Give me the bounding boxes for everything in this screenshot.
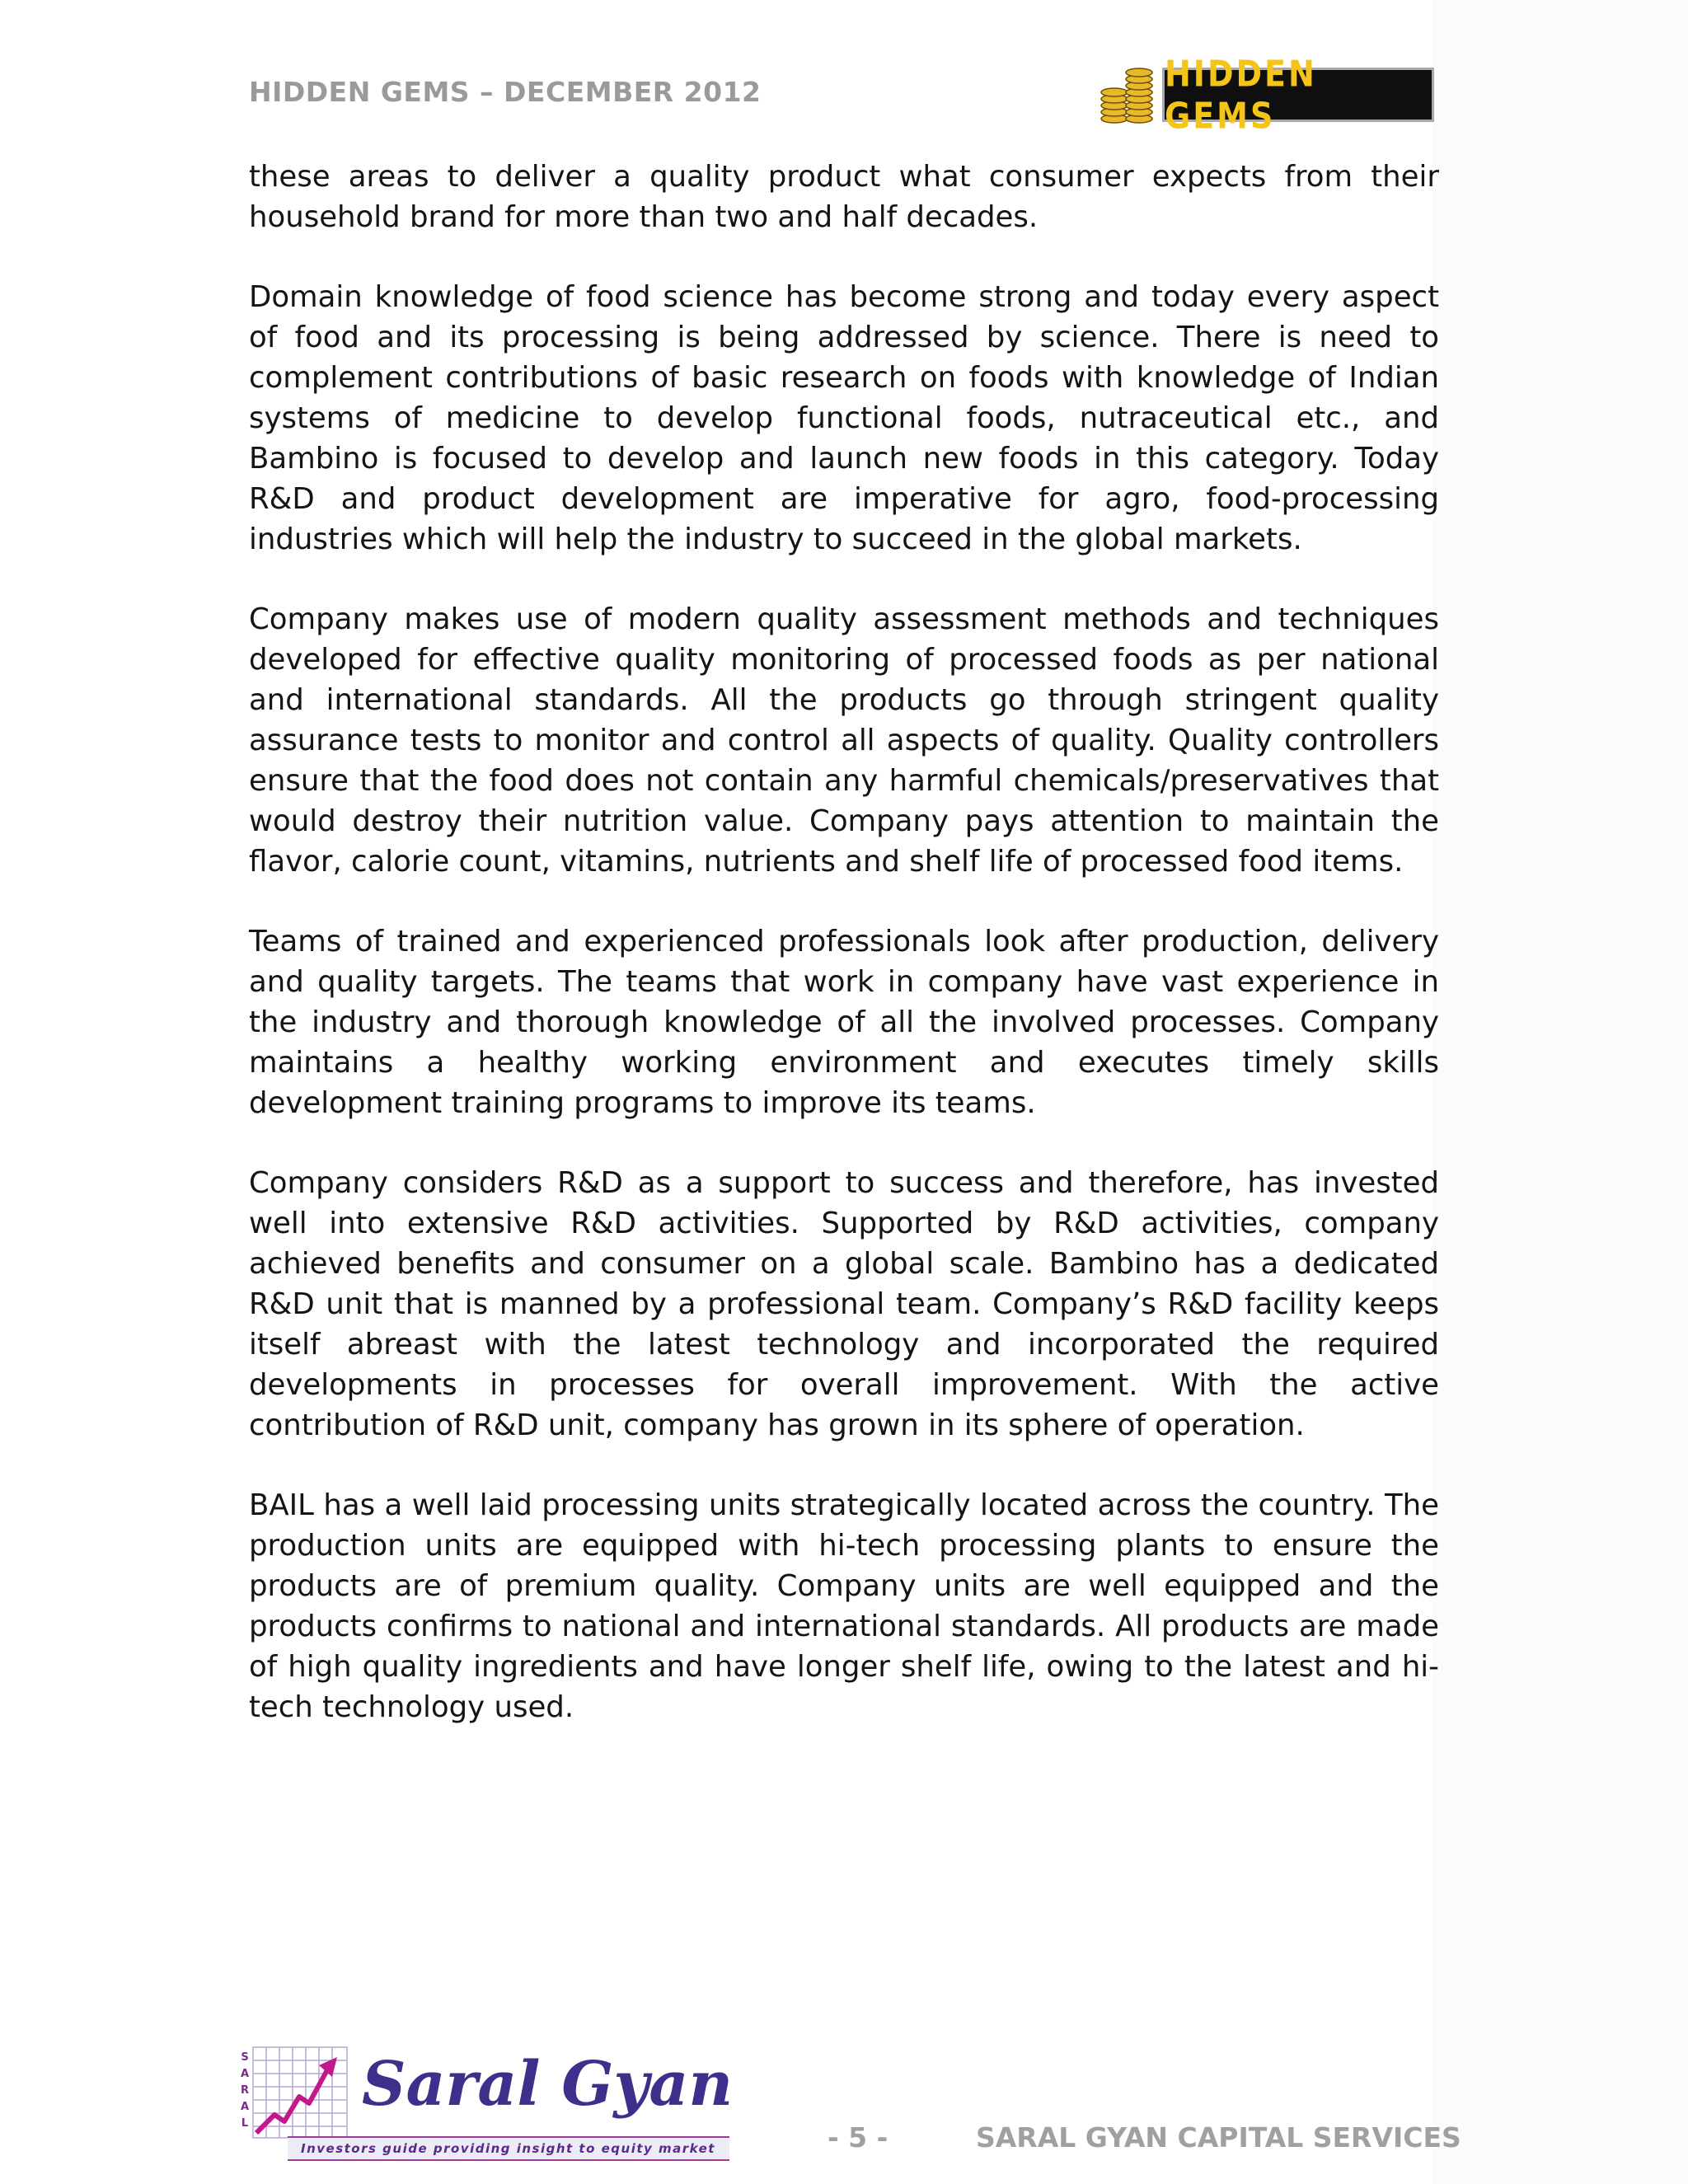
- article-body: [249, 157, 1439, 1767]
- svg-text:A: A: [240, 2068, 250, 2080]
- saral-gyan-tagline: Investors guide providing insight to equity market: [288, 2136, 729, 2161]
- paragraph: Domain knowledge of food science has become strong and today every aspect of food and its processing is being addressed by science. There is need to complement contributions of basic research on foods with knowledge of Indian systems of medicine to develop functional foods, nutraceutical etc., and Bambino is focused to develop and launch new foods in this category. Today R&D and product development are imperative for agro, food-processing industries which will help the industry to succeed in the global markets.: [249, 280, 1439, 556]
- saral-gyan-wordmark: Saral Gyan: [362, 2049, 734, 2120]
- paragraph: BAIL has a well laid processing units strategically located across the country. The production units are equipped with hi-tech processing plants to ensure the products are of premium quality. Company units are well equipped and the products confirms to national and international standards. All products are made of high quality ingredients and have longer shelf life, owing to the latest and hi-tech technology used.: [249, 1488, 1439, 1724]
- footer-company-name: SARAL GYAN CAPITAL SERVICES: [976, 2121, 1461, 2154]
- svg-text:R: R: [240, 2084, 250, 2097]
- paragraph: Company considers R&D as a support to success and therefore, has invested well into extensive R&D activities. Supported by R&D activities, company achieved benefits and consumer on a global scale. Bambino has a dedicated R&D unit that is manned by a professional team. Company’s R&D facility keeps itself abreast with the latest technology and incorporated the required developments in processes for overall improvement. With the active contribution of R&D unit, company has grown in its sphere of operation.: [249, 1166, 1439, 1442]
- svg-text:A: A: [240, 2101, 250, 2113]
- header-title: HIDDEN GEMS – DECEMBER 2012: [249, 76, 762, 108]
- saral-gyan-logo: [237, 2044, 734, 2164]
- page-number: - 5 -: [828, 2121, 889, 2154]
- hidden-gems-banner-text: HIDDEN GEMS: [1165, 53, 1317, 137]
- paragraph: these areas to deliver a quality product what consumer expects from their household brand for more than two and half decades.: [249, 160, 1439, 234]
- coin-stack-icon: [1100, 64, 1157, 127]
- paragraph: Teams of trained and experienced professionals look after production, delivery and quality targets. The teams that work in company have vast experience in the industry and thorough knowledge of all the involved processes. Company maintains a healthy working environment and executes timely skills development training programs to improve its teams.: [249, 925, 1439, 1120]
- paragraph: Company makes use of modern quality assessment methods and techniques developed for effective quality monitoring of processed foods as per national and international standards. All the products go through stringent quality assurance tests to monitor and control all aspects of quality. Quality controllers ensure that the food does not contain any harmful chemicals/preservatives that would destroy their nutrition value. Company pays attention to maintain the flavor, calorie count, vitamins, nutrients and shelf life of processed food items.: [249, 602, 1439, 879]
- svg-text:S: S: [241, 2051, 249, 2064]
- hidden-gems-banner: [1162, 53, 1434, 137]
- page-edge-shade: [1432, 0, 1688, 2184]
- page-footer: [0, 2044, 1688, 2168]
- svg-text:L: L: [241, 2117, 249, 2130]
- saral-side-letters: [238, 2049, 251, 2135]
- hidden-gems-logo: [1100, 53, 1446, 137]
